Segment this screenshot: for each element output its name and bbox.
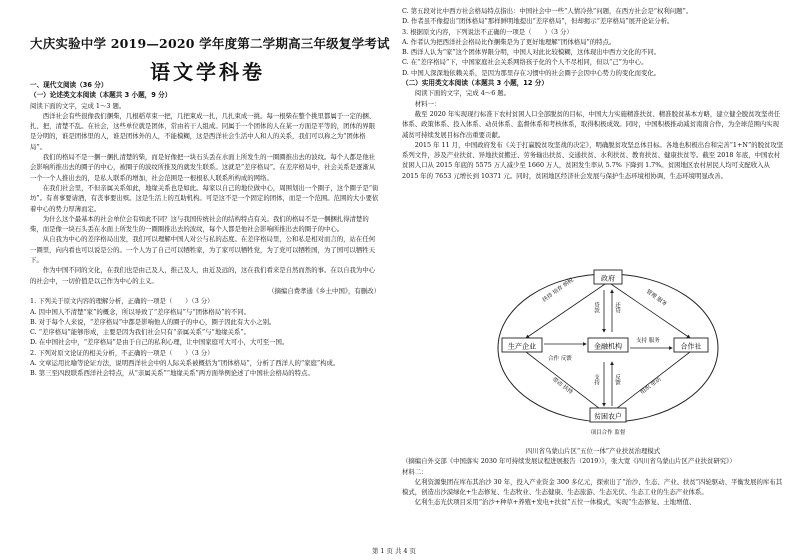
- option: A. 作者认为把西洋社会格局比作捆柴是为了更好地理解“团体格局”的特点。: [402, 37, 616, 46]
- producer-label: 生产企业: [508, 342, 536, 351]
- option: B. 西洋人认为“家”这个团体界限分明，中国人对此比较模糊，这体现出中西方文化的不同。: [402, 48, 661, 57]
- edge-label: 扶持 培育 纳税: [541, 277, 575, 304]
- paper-title: 语文学科卷: [150, 60, 265, 84]
- right-body-bottom: [402, 446, 784, 508]
- edge-label: 还贷: [614, 302, 620, 313]
- question: 2. 下列对原文论证的相关分析，不正确的一项是（ ）（3 分）: [30, 348, 214, 357]
- option: C. 在“差序格局”下，中国家庭社会关系网络孩子化的个人不尽相同，但以“己”为中心。: [402, 58, 648, 67]
- citation: （摘编自外交部《中国落实 2030 年可持续发展议程进展报告（2019）》，张大宽《四川省乌蒙山片区产业扶贫研究》）: [402, 457, 736, 466]
- option: C. 第五段对比中西方社会格局特点指出：中国社会中一些“人情冷热”问题，在西方社会是“权利问题”。: [402, 7, 693, 15]
- option: D. 作者虽不像提出“团体格局”那样鲜明地提出“差序格局”，但却揭示“差序格局”展开论证分析。: [402, 17, 674, 26]
- edge-label: 反馈: [614, 374, 620, 385]
- paragraph: 2015 年 11 月，中国政府发布《关于打赢脱贫攻坚战的决定》，明确脱贫攻坚总体目标。各地也积极出台和完善“1+N”的脱贫攻坚系列文件，涉及产业扶贫、异地扶贫搬迁、劳务输出扶贫、交通扶贫、水利扶贫、教育扶贫、健康扶贫等。截至 2018 年底，中国农村贫困人口从 2015 年底的 5575 万人减少至 1660 万人，贫困发生率从 5.7% 下降到 1.7%。贫困地区农村居民人均可支配收入从 2015 年的 7653 元增长到 10371 元。同时，贫困地区经济社会发展与保护生态环境相协调，生态环境明显改善。: [402, 140, 784, 180]
- gov-label: 政府: [601, 274, 615, 283]
- edge-label: 带动 扶持: [550, 376, 574, 396]
- paragraph: 我们的格局不是一捆一捆扎清楚的柴，而是好像把一块石头丢在水面上所发生的一圈圈推出去的波纹。每个人都是他社会影响所推出去的圈子的中心，被圈子的波纹所推及的就发生联系。这就是“差序格局”。在差序格局中，社会关系是逐渐从一个一个人推出去的，是私人联系的增加，社会范围是一根根私人联系所构成的网络。: [30, 153, 376, 182]
- right-column: [398, 0, 790, 560]
- left-body: [30, 80, 380, 379]
- paragraph: 亿利生态光伏项目采用“治沙+种草+养殖+发电+扶贫”五位一体模式，实现“生态修复、土地增值、: [414, 498, 696, 507]
- paragraph: 西洋社会有些很像我们捆柴，几根稻草束一把，几把束成一扎，几扎束成一挑。每一根柴在整个挑里都属于一定的捆、扎、把，清楚不乱。在社会，这些单位就是团体，常由若干人组成。同属于一个团体的人在某一方面是平等的，团体的界限是分明的，谁是团体里的人，谁是团体外的人，不能模糊，这是西洋社会生活中人和人的关系，我们可以称之为“团体格局”。: [30, 111, 376, 151]
- diagram-svg: [486, 262, 730, 440]
- edge-label: 项目合作 监督: [590, 430, 626, 436]
- paragraph: 在我们社会里，不但亲属关系如此，地缘关系也是如此。每家以自己的地位做中心，周围划出一个圈子，这个圈子是“街坊”。有喜事要请酒，有丧事要出殡。这是生活上的互助机构。可是这不是一个固定的团体，而是一个范围。范围的大小要依着中心的势力厚薄而定。: [30, 183, 379, 213]
- section-heading: 一、现代文阅读（36 分）: [30, 81, 108, 89]
- instruction: 阅读下面的文字，完成 1～3 题。: [30, 101, 126, 110]
- material-title: 材料一：: [414, 99, 441, 108]
- poor-label: 贫困农户: [594, 412, 622, 421]
- option: D. 中国人深深地依赖关系，是因为那里存在习惯中的社会圈子会因中心势力的变化而变化。: [402, 68, 661, 77]
- finance-label: 金融机构: [594, 342, 622, 351]
- subsection-heading: （一）论述类文本阅读（本题共 3 小题，9 分）: [30, 91, 172, 100]
- option: A. 因中国人不清楚“家”的概念，所以导致了“差序格局”与“团体格局”的不同。: [30, 307, 250, 316]
- question: 1. 下列关于原文内容的理解分析，正确的一项是（ ）（3 分）: [30, 297, 214, 306]
- poverty-governance-diagram: [486, 262, 730, 440]
- option: C. “差序格局”能够形成，主要是因为我们社会只有“亲属关系”与“地缘关系”。: [30, 328, 251, 337]
- right-body-top: [402, 6, 784, 181]
- edge-label: 支持: [593, 374, 599, 385]
- paragraph: 为什么这个最基本的社会单位会有如此不同？这与我国传统社会的结构特点有关。我们的格局不是一捆捆扎得清楚的柴，而是像一块石头丢在水面上所发生的一圈圈推出去的波纹，每个人都是他社会影响所推出去的圈子的中心。: [30, 214, 369, 234]
- edge-label: 支持 服务: [636, 338, 660, 344]
- option: A. 文章运用比喻等论证方法，说明西洋社会中的人际关系被概括为“团体格局”，分析了西洋人的“家庭”构成。: [30, 359, 340, 368]
- material-title: 材料二：: [402, 467, 428, 476]
- edge-label: 管理 服务: [644, 288, 668, 308]
- paragraph: 从自我为中心的差序格局出发，我们可以理解中国人对公与私的态度。在差序格局里，公和私是相对而言的，站在任何一圈里，向内看也可以说是公的。一个人为了自己可以牺牲家，为了家可以牺牲党，为了党可以牺牲国，为了国可以牺牲天下。: [30, 235, 376, 265]
- left-column: [0, 0, 394, 560]
- option: B. 第三至四段联系西洋社会特点，从“亲属关系”“地缘关系”两方面举例论述了中国社会格局的特点。: [30, 369, 314, 378]
- subsection-heading: （二）实用类文本阅读（本题共 3 小题，12 分）: [402, 79, 548, 88]
- paragraph: 亿利资源集团在库布其治沙 30 年，投入产业资金 300 多亿元，探索出了“治沙、生态、产业、扶贫”四轮驱动、平衡发展的库布其模式，创造出沙漠绿化+生态修复、生态牧业、生态健康、生态旅游、生态光伏、生态工业的生态产业体系。: [402, 477, 783, 497]
- paragraph: 作为中国不同的文化，在我们也是由己及人，推己及人，由近及远的，这在我们看来是自然而然的事。在以自我为中心的社会中，一切价值是以己作为中心的主义。: [30, 266, 376, 285]
- paragraph: 截至 2020 年实现现行标准下农村贫困人口全部脱贫的目标，中国大力实施精准扶贫、精准脱贫基本方略，建立健全脱贫攻坚责任体系、政策体系、投入体系、动员体系、监督体系和考核体系，取得积极成效。同时，中国积极推动减贫南南合作，为全球范围内实现减贫可持续发展目标作出重要贡献。: [402, 109, 781, 139]
- instruction: 阅读下面的文字，完成 4～6 题。: [414, 89, 511, 98]
- citation: （摘编自费孝通《乡土中国》，有删改）: [268, 286, 380, 295]
- diagram-caption: 四川省乌蒙山片区“五位一体”产业扶贫治理模式: [525, 447, 661, 455]
- coop-label: 合作社: [680, 342, 702, 351]
- exam-title: 大庆实验中学 2019—2020 学年度第二学期高三年级复学考试: [30, 36, 390, 51]
- edge-label: 合作 反馈: [548, 356, 572, 362]
- edge-label: 组织 带动: [639, 376, 663, 396]
- option: D. 在中国社会中，“差序格局”是由于自己的私利心理，让中国家庭可大可小，大可至一国。: [30, 338, 289, 347]
- edge-label: 贷款: [593, 302, 599, 313]
- question: 3. 根据原文内容，下列说法不正确的一项是（ ）（3 分）: [402, 27, 573, 36]
- option: B. 对于每个人来说，“差序格局”中都是影响他人的圈子的中心，圈子因此有大小之别。: [30, 317, 276, 326]
- page-footer: 第 1 页 共 4 页: [372, 547, 416, 555]
